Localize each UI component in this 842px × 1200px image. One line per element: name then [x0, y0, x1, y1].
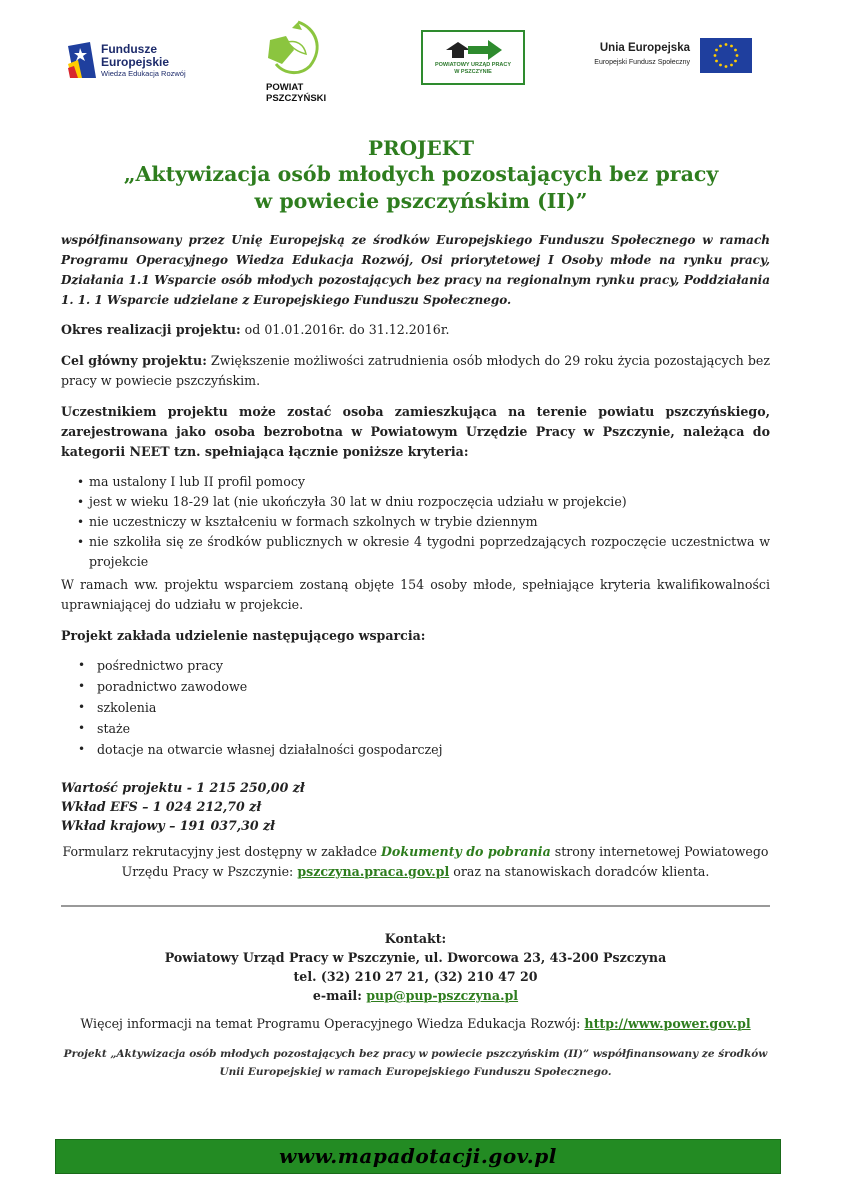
value-total: Wartość projektu - 1 215 250,00 zł	[61, 780, 305, 795]
pup-line2: W PSZCZYNIE	[454, 69, 492, 75]
list-item: • nie szkoliła się ze środków publicznych w okresie 4 tygodni poprzedzających rozpoczęcie uczestnictwa w projekcie	[61, 532, 770, 572]
support-heading: Projekt zakłada udzielenie następującego wsparcia:	[61, 628, 426, 643]
period-paragraph	[61, 320, 770, 340]
powiat-line1: POWIAT	[266, 82, 304, 93]
email-label: e-mail:	[312, 988, 367, 1003]
ue-line2: Europejski Fundusz Społeczny	[594, 59, 690, 66]
title-line1: PROJEKT	[367, 136, 475, 160]
contact-phone: tel. (32) 210 27 21, (32) 210 47 20	[293, 969, 538, 984]
project-values	[61, 778, 770, 835]
value-efs: Wkład EFS – 1 024 212,70 zł	[61, 799, 262, 814]
list-item: • jest w wieku 18-29 lat (nie ukończyła 30 lat w dniu rozpoczęcia udziału w projekcie)	[61, 492, 770, 512]
goal-paragraph	[61, 351, 770, 391]
list-item: • nie uczestniczy w kształceniu w formach szkolnych w trybie dziennym	[61, 512, 770, 532]
pszczyna-praca-link[interactable]: pszczyna.praca.gov.pl	[297, 864, 450, 879]
criteria-list	[61, 472, 770, 572]
participant-paragraph: Uczestnikiem projektu może zostać osoba zamieszkująca na terenie powiatu pszczyńskiego, zarejestrowana jako osoba bezrobotna w Powiatowym Urzędzie Pracy w Pszczynie, należąca do kategorii NEET tzn. spełniająca łącznie poniższe kryteria:	[61, 404, 770, 459]
project-title	[0, 135, 842, 215]
support-note: W ramach ww. projektu wsparciem zostaną objęte 154 osoby młode, spełniające kryteria kwalifikowalności uprawniającej do udziału w projekcie.	[61, 577, 770, 612]
goal-label: Cel główny projektu:	[61, 353, 207, 368]
form-text-post: oraz na stanowiskach doradców klienta.	[449, 864, 710, 879]
logo-header	[0, 18, 842, 113]
title-line3: w powiecie pszczyńskim (II)”	[254, 189, 588, 213]
form-text-mid: strony internetowej Powiatowego Urzędu Pracy w Pszczynie:	[121, 844, 769, 879]
powiat-pszczynski-logo	[252, 18, 342, 110]
list-item: • poradnictwo zawodowe	[61, 676, 770, 697]
fe-line1: Fundusze	[101, 42, 157, 56]
pup-pszczyna-logo	[421, 30, 525, 85]
list-item: • szkolenia	[61, 697, 770, 718]
support-list	[61, 655, 770, 760]
form-paragraph	[61, 842, 770, 882]
list-item: • dotacje na otwarcie własnej działalności gospodarczej	[61, 739, 770, 760]
mapadotacji-banner[interactable]	[55, 1139, 781, 1174]
list-item: • staże	[61, 718, 770, 739]
fe-line2: Europejskie	[101, 55, 170, 69]
powiat-emblem-icon	[258, 18, 330, 80]
contact-address: Powiatowy Urząd Pracy w Pszczynie, ul. Dworcowa 23, 43-200 Pszczyna	[164, 950, 667, 965]
pup-arrows-icon	[444, 36, 504, 60]
value-national: Wkład krajowy – 191 037,30 zł	[61, 818, 276, 833]
divider	[61, 905, 770, 907]
title-line2: „Aktywizacja osób młodych pozostających bez pracy	[123, 162, 719, 186]
fe-line3: Wiedza Edukacja Rozwój	[101, 69, 186, 78]
list-item: • pośrednictwo pracy	[61, 655, 770, 676]
more-info	[61, 1014, 770, 1034]
eu-flag-icon	[700, 38, 752, 73]
powiat-line2: PSZCZYŃSKI	[266, 93, 327, 104]
list-item: • ma ustalony I lub II profil pomocy	[61, 472, 770, 492]
contact-block	[61, 929, 770, 1005]
fundusze-europejskie-logo	[68, 40, 208, 84]
period-label: Okres realizacji projektu:	[61, 322, 241, 337]
more-info-text: Więcej informacji na temat Programu Operacyjnego Wiedza Edukacja Rozwój:	[80, 1016, 585, 1031]
fe-flag-icon	[68, 42, 96, 78]
power-gov-link[interactable]: http://www.power.gov.pl	[584, 1016, 751, 1031]
goal-value: Zwiększenie możliwości zatrudnienia osób młodych do 29 roku życia pozostających bez pracy w powiecie pszczyńskim.	[61, 353, 770, 388]
unia-europejska-logo	[596, 38, 756, 78]
intro-paragraph: współfinansowany przez Unię Europejską ze środków Europejskiego Funduszu Społecznego w ramach Programu Operacyjnego Wiedza Edukacja Rozwój, Osi priorytetowej I Osoby młode na rynku pracy, Działania 1.1 Wsparcie osób młodych pozostających bez pracy na regionalnym rynku pracy, Poddziałania 1. 1. 1 Wsparcie udzielane z Europejskiego Funduszu Społecznego.	[61, 233, 770, 307]
documents-link[interactable]: Dokumenty do pobrania	[381, 844, 551, 859]
email-link[interactable]: pup@pup-pszczyna.pl	[366, 988, 519, 1003]
ue-line1: Unia Europejska	[599, 42, 690, 54]
contact-heading: Kontakt:	[384, 931, 447, 946]
pup-line1: POWIATOWY URZĄD PRACY	[434, 62, 512, 68]
banner-url[interactable]: www.mapadotacji.gov.pl	[279, 1144, 557, 1168]
form-text-pre: Formularz rekrutacyjny jest dostępny w zakładce	[62, 844, 382, 859]
period-value: od 01.01.2016r. do 31.12.2016r.	[240, 322, 450, 337]
footnote: Projekt „Aktywizacja osób młodych pozostających bez pracy w powiecie pszczyńskim (II)” współfinansowany ze środków Unii Europejskiej w ramach Europejskiego Funduszu Społecznego.	[63, 1048, 768, 1078]
